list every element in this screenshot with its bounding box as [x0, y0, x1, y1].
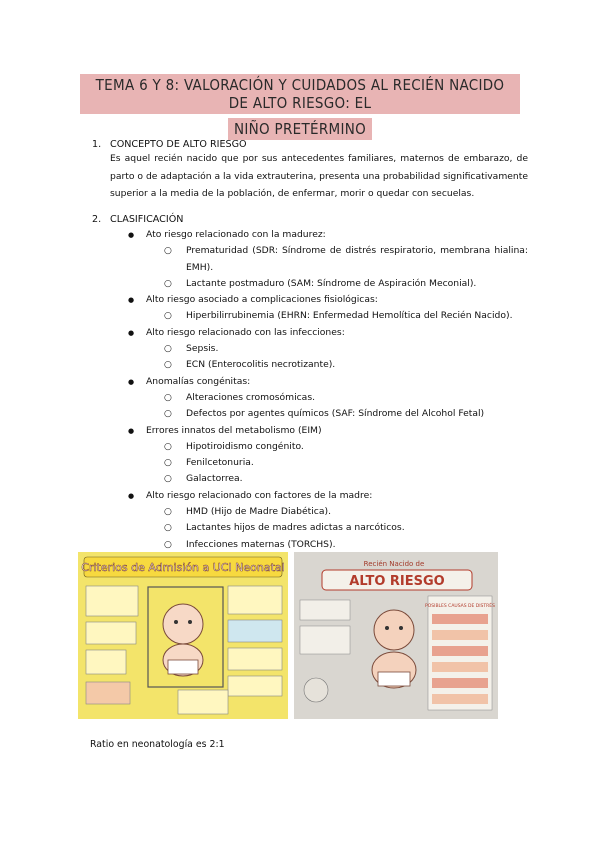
list-subitem: ○ Prematuridad (SDR: Síndrome de distrés respiratorio, membrana hialina: EMH).	[128, 243, 528, 276]
list-item: ● Alto riesgo relacionado con las infecciones:	[128, 325, 528, 341]
footer-note: Ratio en neonatología es 2:1	[90, 739, 225, 750]
list-subitem: ○ ECN (Enterocolitis necrotizante).	[128, 357, 528, 373]
title-line-1: TEMA 6 Y 8: VALORACIÓN Y CUIDADOS AL RECIÉN NACIDO DE ALTO RIESGO: EL	[80, 74, 520, 114]
classification-list	[128, 227, 528, 553]
section-1-number: 1.	[92, 139, 102, 150]
poster-right-title: ALTO RIESGO	[349, 574, 445, 589]
poster-right-top: Recién Nacido de	[363, 560, 425, 568]
section-1-paragraph: Es aquel recién nacido que por sus antecedentes familiares, maternos de embarazo, de parto o de adaptación a la vida extrauterina, presenta una probabilidad significativamente superior a la media de la población, de enfermar, morir o quedar con secuelas.	[110, 153, 528, 199]
high-risk-poster-illustration	[294, 552, 498, 719]
list-subitem: ○ Lactante postmaduro (SAM: Síndrome de Aspiración Meconial).	[128, 276, 528, 292]
list-item: ● Errores innatos del metabolismo (EIM)	[128, 423, 528, 439]
nicu-poster-illustration	[78, 552, 288, 719]
page-title	[80, 72, 520, 142]
poster-left-title: Criterios de Admisión a UCI Neonatal	[81, 561, 285, 574]
list-subitem: ○ Hipotiroidismo congénito.	[128, 439, 528, 455]
section-2-number: 2.	[92, 214, 102, 225]
list-subitem: ○ Hiperbilirrubinemia (EHRN: Enfermedad Hemolítica del Recién Nacido).	[128, 308, 528, 324]
section-2-title: CLASIFICACIÓN	[110, 214, 184, 225]
list-subitem: ○ Galactorrea.	[128, 471, 528, 487]
section-2-heading	[92, 214, 183, 225]
list-item: ● Alto riesgo asociado a complicaciones fisiológicas:	[128, 292, 528, 308]
list-subitem: ○ HMD (Hijo de Madre Diabética).	[128, 504, 528, 520]
list-subitem: ○ Lactantes hijos de madres adictas a narcóticos.	[128, 520, 528, 536]
list-item: ● Anomalías congénitas:	[128, 374, 528, 390]
high-risk-newborn-poster	[294, 552, 498, 719]
list-subitem: ○ Alteraciones cromosómicas.	[128, 390, 528, 406]
list-item: ● Ato riesgo relacionado con la madurez:	[128, 227, 528, 243]
list-subitem: ○ Infecciones maternas (TORCHS).	[128, 537, 528, 553]
section-1-heading	[92, 139, 247, 150]
list-subitem: ○ Sepsis.	[128, 341, 528, 357]
nicu-admission-poster	[78, 552, 288, 719]
poster-right-subtitle: POSIBLES CAUSAS DE DISTRÉS	[425, 604, 495, 609]
list-item: ● Alto riesgo relacionado con factores de la madre:	[128, 488, 528, 504]
list-subitem: ○ Defectos por agentes químicos (SAF: Síndrome del Alcohol Fetal)	[128, 406, 528, 422]
list-subitem: ○ Fenilcetonuria.	[128, 455, 528, 471]
section-1-title: CONCEPTO DE ALTO RIESGO	[110, 139, 247, 150]
title-line-2: NIÑO PRETÉRMINO	[228, 118, 372, 140]
